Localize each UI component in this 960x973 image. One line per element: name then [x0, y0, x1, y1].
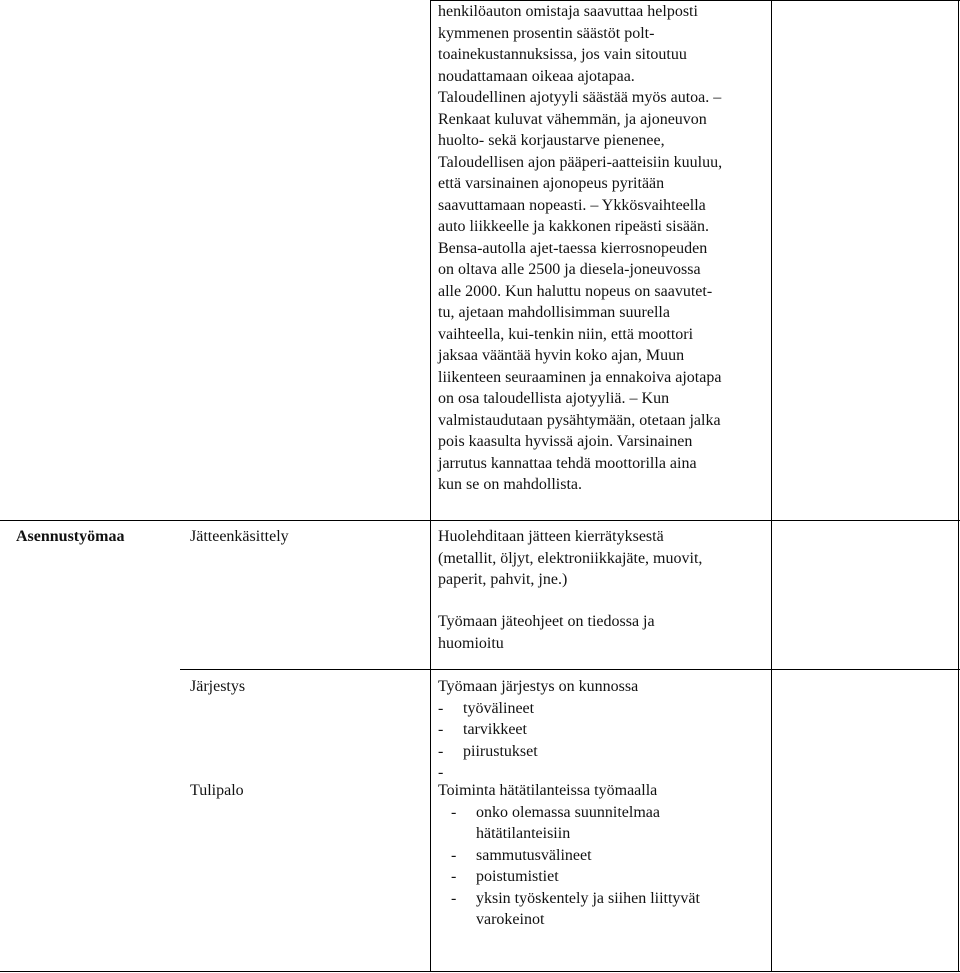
column-divider-description-right [771, 0, 772, 972]
list-item-continuation: hätätilanteisiin [476, 825, 571, 842]
list-item-text: sammutusvälineet [476, 846, 592, 864]
list-item-text: onko olemassa suunnitelmaa [476, 803, 660, 821]
text-line: on osa taloudellista ajotyyliä. – Kun [438, 390, 670, 407]
text-line: pois kaasulta hyvissä ajoin. Varsinainen [438, 433, 693, 450]
list-item-text: tarvikkeet [463, 721, 527, 738]
dash-bullet: - [451, 868, 457, 885]
table-border-bottom [0, 971, 960, 972]
list-item-text: työvälineet [463, 699, 535, 717]
dash-bullet: - [438, 764, 444, 781]
list-item [446, 866, 700, 888]
row4-description [438, 780, 700, 931]
row-divider-2 [180, 669, 960, 670]
dash-bullet: - [451, 889, 457, 907]
dash-bullet: - [438, 721, 444, 738]
text-line: Taloudellinen ajotyyli säästää myös autoa. – [438, 89, 722, 106]
dash-bullet: - [451, 803, 457, 821]
dash-bullet: - [438, 699, 444, 717]
topic-label-waste: Jätteenkäsittely [190, 528, 289, 545]
text-line: Bensa-autolla ajet-taessa kierrosnopeuden [438, 239, 708, 257]
list-heading: Työmaan järjestys on kunnossa [438, 678, 639, 695]
list-item [438, 719, 638, 741]
text-line: on oltava alle 2500 ja diesela-joneuvossa [438, 261, 701, 278]
list-item [446, 845, 700, 867]
topic-label-fire: Tulipalo [190, 782, 244, 799]
text-line: auto liikkeelle ja kakkonen ripeästi sisään. [438, 218, 710, 235]
list-item [446, 802, 700, 824]
text-line: saavuttamaan nopeasti. – Ykkösvaihteella [438, 196, 706, 214]
text-line: toainekustannuksissa, jos vain sitoutuu [438, 46, 687, 63]
text-line: Työmaan jäteohjeet on tiedossa ja [438, 613, 655, 630]
text-line: Renkaat kuluvat vähemmän, ja ajoneuvon [438, 110, 707, 128]
text-line: että varsinainen ajonopeus pyritään [438, 175, 665, 192]
list-item-text: piirustukset [463, 742, 538, 760]
text-line: valmistaudutaan pysähtymään, otetaan jalka [438, 411, 721, 429]
dash-bullet: - [451, 846, 457, 864]
text-line: alle 2000. Kun haluttu nopeus on saavutet- [438, 282, 713, 300]
list-item [438, 741, 638, 763]
text-line: Huolehditaan jätteen kierrätyksestä [438, 528, 664, 545]
text-line: jarrutus kannattaa tehdä moottorilla aina [438, 454, 697, 472]
text-line: kun se on mahdollista. [438, 476, 582, 493]
list-item-continuation: varokeinot [476, 911, 545, 928]
text-line: vaihteella, kui-tenkin niin, että moottori [438, 325, 694, 343]
row2-note [438, 611, 655, 654]
row1-description [438, 1, 722, 496]
text-line: huolto- sekä korjaustarve pienenee, [438, 132, 665, 149]
list-item-text: yksin työskentely ja siihen liittyvät [476, 889, 700, 907]
text-line: huomioitu [438, 634, 504, 652]
row-divider-1 [0, 520, 960, 521]
text-line: paperit, pahvit, jne.) [438, 571, 568, 588]
table-border-right [958, 0, 959, 972]
text-line: kymmenen prosentin säästöt polt- [438, 24, 655, 42]
list-item [446, 888, 700, 910]
list-item [438, 698, 638, 720]
row3-description [438, 676, 638, 784]
dash-bullet: - [438, 742, 444, 760]
text-line: liikenteen seuraaminen ja ennakoiva ajotapa [438, 368, 722, 386]
topic-label-order: Järjestys [190, 678, 246, 695]
emergency-list [438, 802, 700, 931]
list-item-text: poistumistiet [476, 868, 559, 885]
column-divider-description-left [430, 0, 431, 972]
list-heading: Toiminta hätätilanteissa työmaalla [438, 782, 658, 799]
text-line: henkilöauton omistaja saavuttaa helposti [438, 3, 698, 20]
text-line: (metallit, öljyt, elektroniikkajäte, muovit, [438, 549, 703, 567]
category-label: Asennustyömaa [16, 528, 125, 545]
row2-description [438, 526, 702, 591]
text-line: noudattamaan oikeaa ajotapaa. [438, 67, 635, 85]
text-line: tu, ajetaan mahdollisimman suurella [438, 304, 670, 321]
text-line: jaksaa vääntää hyvin koko ajan, Muun [438, 347, 685, 364]
text-line: Taloudellisen ajon pääperi-aatteisiin kuuluu, [438, 153, 723, 171]
